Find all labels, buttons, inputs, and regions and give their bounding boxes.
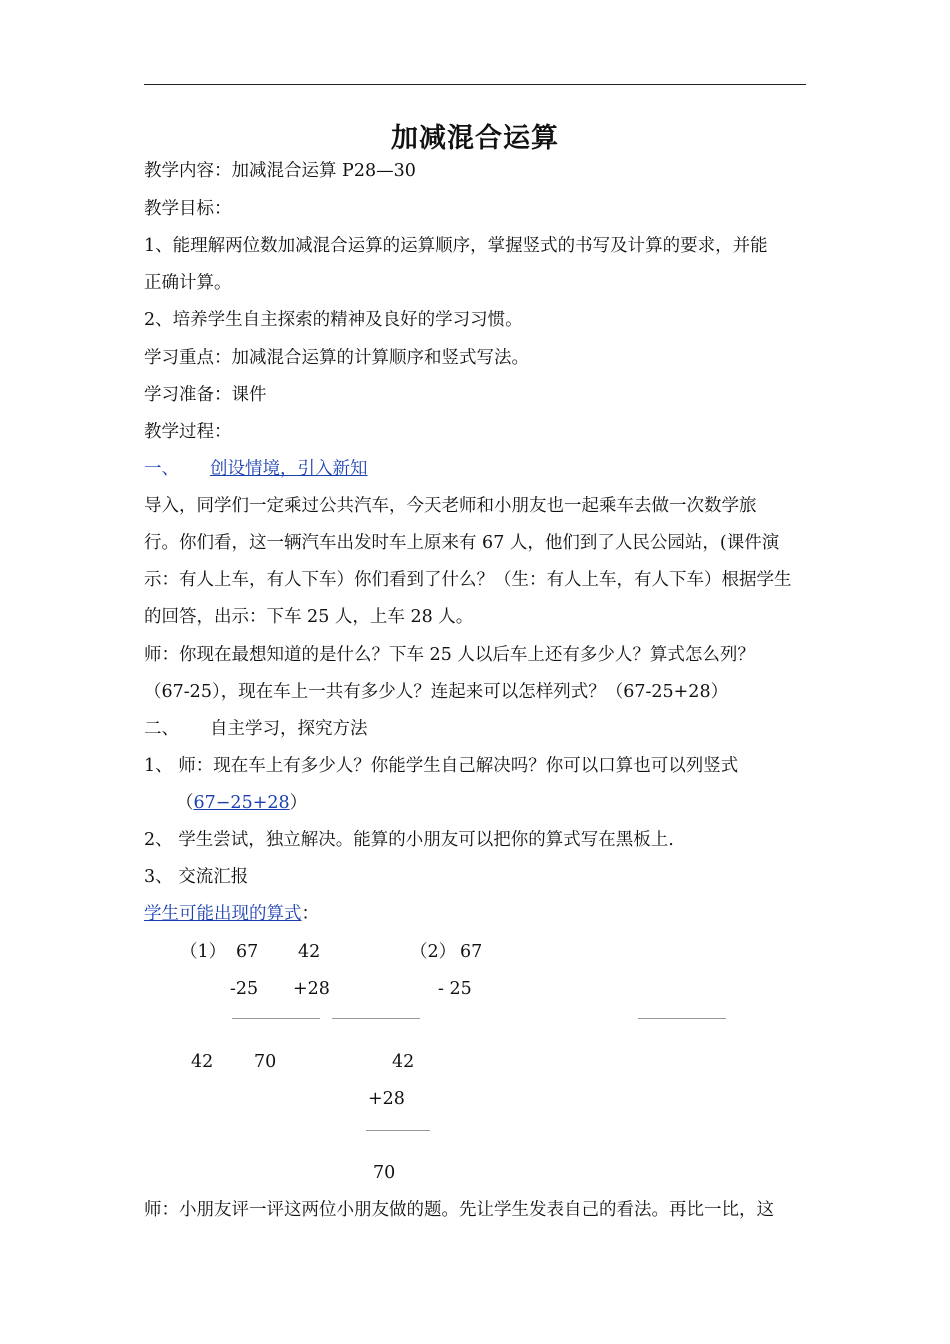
step-1-line-1: 1、 师：现在车上有多少人？你能学生自己解决吗？你可以口算也可以列竖式 bbox=[144, 756, 739, 776]
intro-line-4: 的回答，出示：下车 25 人，上车 28 人。 bbox=[144, 607, 474, 627]
possible-colon: ： bbox=[301, 904, 319, 924]
method-1-op-right: +28 bbox=[293, 979, 330, 999]
possible-expressions bbox=[144, 902, 319, 926]
paren-open: （ bbox=[176, 793, 194, 813]
method-2-op-2: +28 bbox=[368, 1089, 405, 1109]
method-1-result-left: 42 bbox=[191, 1052, 214, 1072]
method-2-result: 70 bbox=[373, 1163, 396, 1183]
step-1-line-2 bbox=[176, 791, 307, 815]
method-1-top-left: 67 bbox=[236, 942, 259, 962]
paren-close: ） bbox=[289, 793, 308, 813]
teacher-question-1: 师：你现在最想知道的是什么？下车 25 人以后车上还有多少人？算式怎么列？ bbox=[144, 645, 755, 665]
method-2-rule-2 bbox=[366, 1130, 430, 1131]
step-2: 2、 学生尝试，独立解决。能算的小朋友可以把你的算式写在黑板上. bbox=[144, 830, 674, 850]
possible-expressions-link[interactable]: 学生可能出现的算式 bbox=[144, 904, 302, 924]
goal-1-line-2: 正确计算。 bbox=[144, 273, 232, 293]
goal-2: 2、培养学生自主探索的精神及良好的学习习惯。 bbox=[144, 310, 523, 330]
teaching-goal-heading: 教学目标： bbox=[144, 199, 232, 219]
document-title: 加减混合运算 bbox=[391, 123, 559, 154]
method-2-op: - 25 bbox=[438, 979, 472, 999]
method-1-top-right: 42 bbox=[298, 942, 321, 962]
section-1-title-link[interactable]: 创设情境，引入新知 bbox=[210, 459, 368, 479]
method-2-middle: 42 bbox=[392, 1052, 415, 1072]
method-1-op-left: -25 bbox=[230, 979, 259, 999]
intro-line-2: 行。你们看，这一辆汽车出发时车上原来有 67 人，他们到了人民公园站，(课件演 bbox=[144, 533, 780, 553]
teaching-process: 教学过程： bbox=[144, 422, 232, 442]
method-1-rule-left bbox=[232, 1018, 320, 1019]
method-2-label: （2） bbox=[410, 942, 457, 962]
intro-line-1: 导入，同学们一定乘过公共汽车，今天老师和小朋友也一起乘车去做一次数学旅 bbox=[144, 496, 757, 516]
method-1-result-right: 70 bbox=[254, 1052, 277, 1072]
step-3: 3、 交流汇报 bbox=[144, 867, 249, 887]
section-1-number: 一、 bbox=[144, 459, 179, 479]
section-2-title: 自主学习，探究方法 bbox=[210, 719, 368, 739]
closing-line: 师：小朋友评一评这两位小朋友做的题。先让学生发表自己的看法。再比一比，这 bbox=[144, 1200, 774, 1220]
method-2-top: 67 bbox=[460, 942, 483, 962]
intro-line-3: 示：有人上车，有人下车）你们看到了什么？（生：有人上车，有人下车）根据学生 bbox=[144, 570, 792, 590]
learning-preparation: 学习准备：课件 bbox=[144, 385, 267, 405]
method-1-rule-right bbox=[332, 1018, 420, 1019]
method-2-rule bbox=[638, 1018, 726, 1019]
header-rule bbox=[144, 84, 806, 85]
section-2-number: 二、 bbox=[144, 719, 179, 739]
method-1-label: （1） bbox=[180, 942, 227, 962]
teacher-question-2: （67-25），现在车上一共有多少人？连起来可以怎样列式？（67-25+28） bbox=[144, 682, 729, 702]
expression-link[interactable]: 67−25+28 bbox=[193, 793, 290, 813]
teaching-content: 教学内容：加减混合运算 P28—30 bbox=[144, 161, 416, 181]
goal-1-line-1: 1、能理解两位数加减混合运算的运算顺序，掌握竖式的书写及计算的要求，并能 bbox=[144, 236, 768, 256]
learning-focus: 学习重点：加减混合运算的计算顺序和竖式写法。 bbox=[144, 348, 529, 368]
